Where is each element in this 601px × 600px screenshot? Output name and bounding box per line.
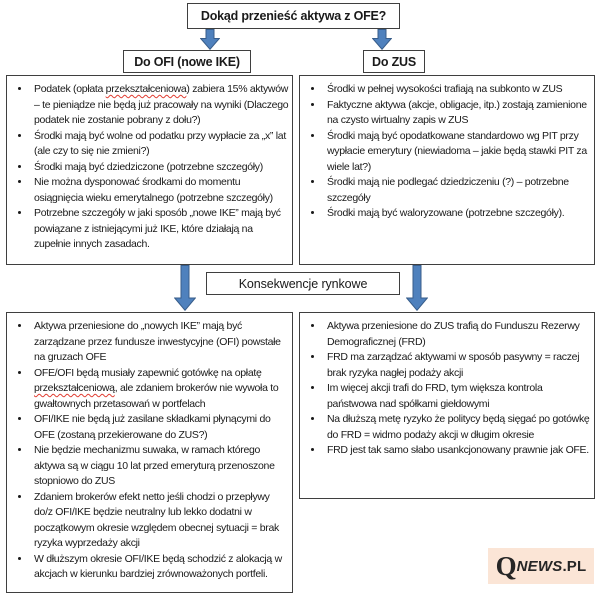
down-arrow-icon: [174, 265, 196, 311]
market-consequences-title: Konsekwencje rynkowe: [238, 276, 368, 291]
logo-news: NEWS: [516, 557, 563, 575]
item-text: ) zabiera 15% aktywów – te pieniądze nie będą już pracowały na wyniki (Dlaczego podatek nie zostanie pobrany z dołu?): [34, 83, 289, 126]
list-item: • Nie będzie mechanizmu suwaka, w ramach którego aktywa są w ciągu 10 lat przed emeryturą przenoszone stopniowo do ZUS: [31, 443, 289, 490]
item-text: OFE/OFI będą musiały zapewnić gotówkę na opłatę: [34, 366, 262, 379]
zus-branch-label: Do ZUS: [372, 54, 416, 69]
market-left-box: [6, 312, 293, 593]
list-item: • Środki mają być waloryzowane (potrzebne szczegóły).: [324, 206, 591, 222]
list-item: • Środki mają być wolne od podatku przy wypłacie za „x” lat (ale czy to się nie zmieni?): [31, 129, 289, 160]
market-right-list: [300, 313, 594, 459]
list-item: • Środki mają nie podlegać dziedziczeniu (?) – potrzebne szczegóły: [324, 175, 591, 206]
list-item: • Nie można dysponować środkami do momentu osiągnięcia wieku emerytalnego (potrzebne szczegóły): [31, 175, 289, 206]
list-item: • Potrzebne szczegóły w jaki sposób „nowe IKE” mają być powiązane z istniejącymi już IKE, które działają na zupełnie innych zasadach.: [31, 206, 289, 253]
list-item: • FRD jest tak samo słabo usankcjonowany prawnie jak OFE.: [324, 443, 591, 459]
misspelled-word: przekształceniową: [34, 382, 115, 394]
list-item: • Środki mają być opodatkowane standardowo wg PIT przy wypłacie emerytury (niewiadoma – jakie będą stawki PIT za wiele lat?): [324, 129, 591, 176]
list-item: • Środki w pełnej wysokości trafiają na subkonto w ZUS: [324, 82, 591, 98]
logo-q: Q: [495, 550, 517, 581]
market-left-list: [7, 313, 292, 583]
ofi-details-list: [7, 76, 292, 253]
question-title: Dokąd przenieść aktywa z OFE?: [200, 9, 387, 23]
market-consequences-box: [206, 272, 400, 295]
question-box: [187, 3, 400, 29]
list-item: • W dłuższym okresie OFI/IKE będą schodzić z alokacją w akcjach w kierunku bardziej zrównoważonych portfeli.: [31, 552, 289, 583]
market-right-box: [299, 312, 595, 499]
list-item: • FRD ma zarządzać aktywami w sposób pasywny = raczej brak ryzyka nagłej podaży akcji: [324, 350, 591, 381]
list-item: • Zdaniem brokerów efekt netto jeśli chodzi o przepływy do/z OFI/IKE będzie neutralny lub lekko dodatni w początkowym okresie względem obecnej sytuacji = brak ryzyka wyprzedaży akcji: [31, 490, 289, 552]
down-arrow-icon: [372, 29, 392, 50]
logo-pl: .PL: [562, 557, 587, 575]
list-item: • OFI/IKE nie będą już zasilane składkami płynącymi do OFE (zostaną przekierowane do ZUS?): [31, 412, 289, 443]
list-item: • Im więcej akcji trafi do FRD, tym większa kontrola państwowa nad spółkami giełdowymi: [324, 381, 591, 412]
list-item: • Aktywa przeniesione do „nowych IKE” mają być zarządzane przez fundusze inwestycyjne (OFI) powstałe na gruzach OFE: [31, 319, 289, 366]
list-item: • Aktywa przeniesione do ZUS trafią do Funduszu Rezerwy Demograficznej (FRD): [324, 319, 591, 350]
down-arrow-shape: [407, 266, 428, 311]
down-arrow-shape: [373, 30, 392, 50]
zus-details-list: [300, 76, 594, 222]
ofi-branch-box: [123, 50, 251, 73]
list-item: • Środki mają być dziedziczone (potrzebne szczegóły): [31, 160, 289, 176]
zus-branch-box: [363, 50, 425, 73]
list-item: • Faktyczne aktywa (akcje, obligacje, itp.) zostają zamienione na czysto wirtualny zapis w ZUS: [324, 98, 591, 129]
down-arrow-icon: [200, 29, 220, 50]
item-text: Podatek (opłata: [34, 83, 106, 95]
down-arrow-shape: [175, 266, 196, 311]
down-arrow-icon: [406, 265, 428, 311]
misspelled-word: przekształceniowa: [105, 83, 187, 95]
list-item: [31, 82, 289, 129]
ofi-branch-label: Do OFI (nowe IKE): [134, 54, 240, 69]
list-item: [31, 366, 289, 413]
qnews-logo: [488, 548, 594, 584]
down-arrow-shape: [201, 30, 220, 50]
list-item: • Na dłuższą metę ryzyko że politycy będą sięgać po gotówkę do FRD = widmo podaży akcji w długim okresie: [324, 412, 591, 443]
ofi-details-box: [6, 75, 293, 265]
item-text: , ale zdaniem brokerów nie wywoła to gwałtownych przetasowań w portfelach: [34, 382, 279, 410]
zus-details-box: [299, 75, 595, 265]
